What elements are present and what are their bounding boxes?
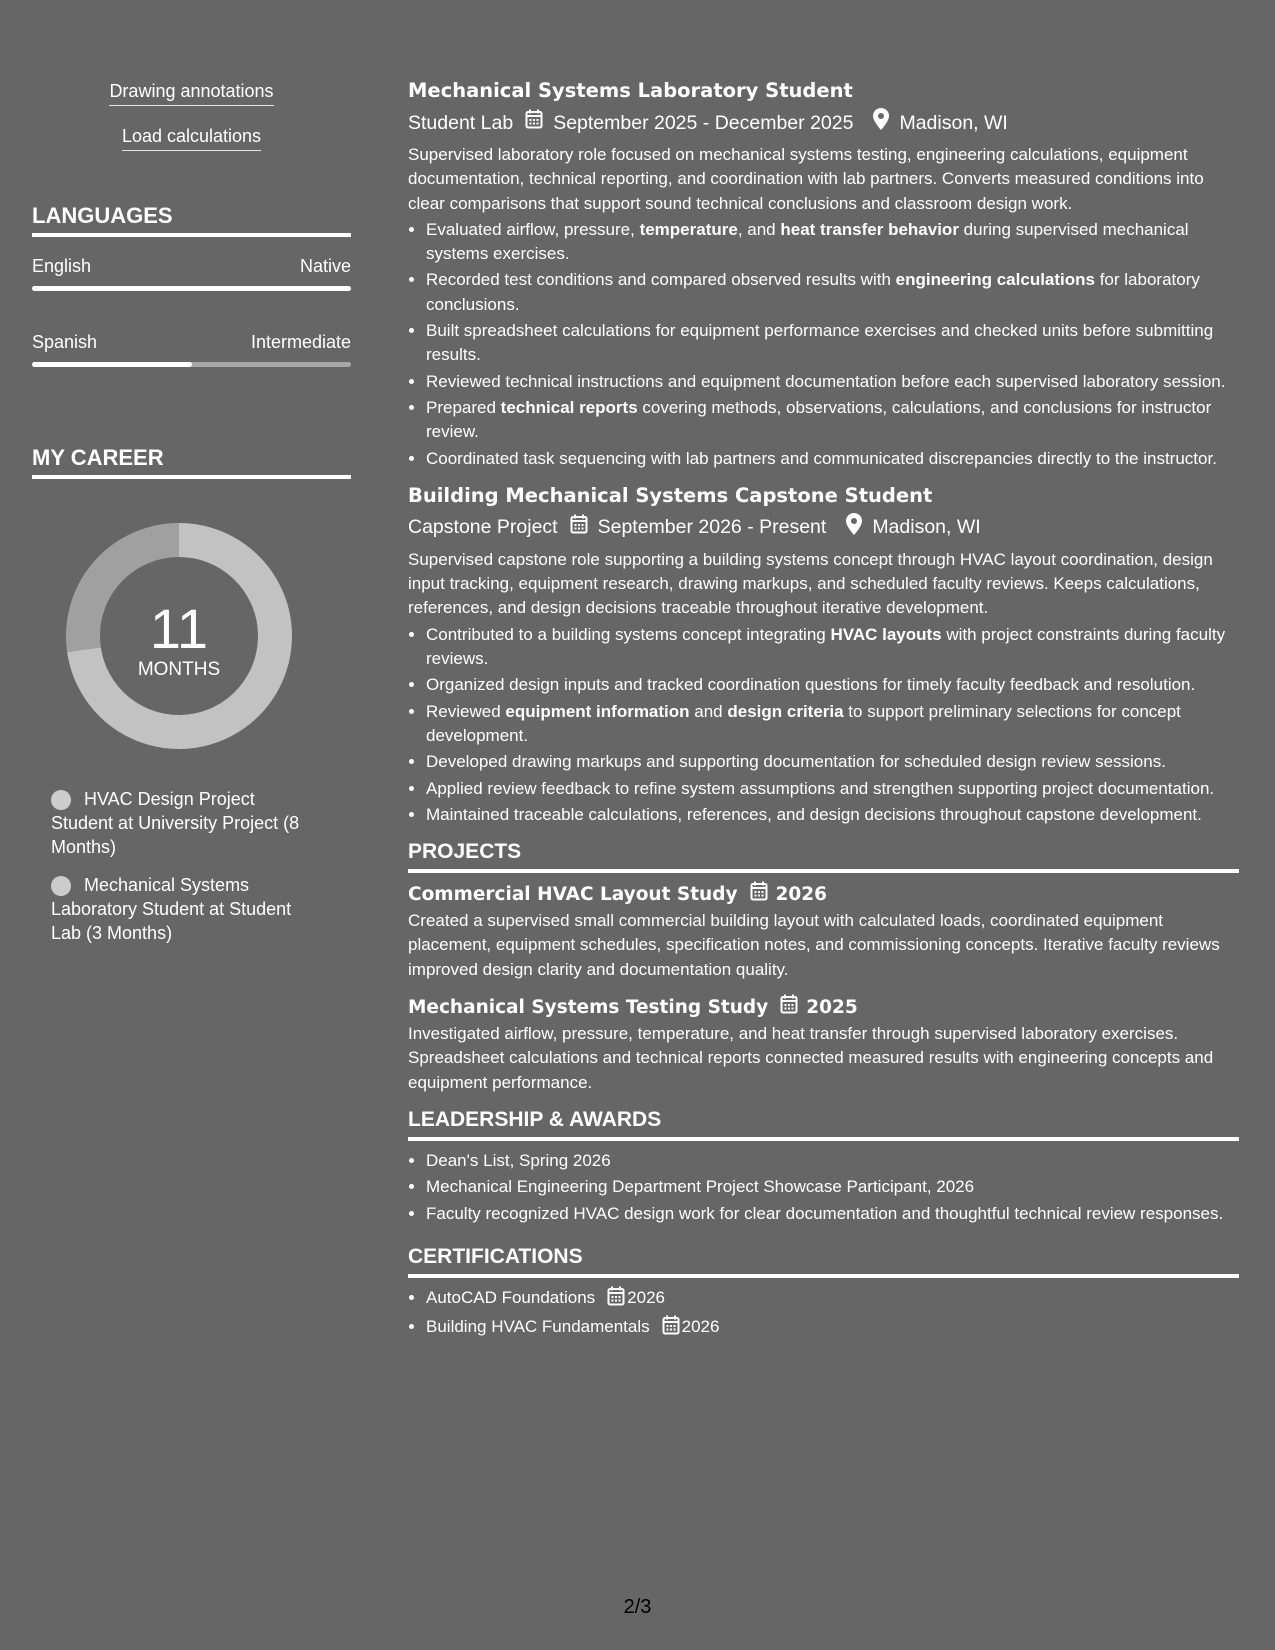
sidebar xyxy=(32,80,351,959)
page-number: 2/3 xyxy=(623,1596,652,1618)
language-name: English xyxy=(32,256,92,276)
job-bullet xyxy=(426,777,1239,801)
leadership-section xyxy=(408,1107,1239,1226)
map-pin-icon xyxy=(846,513,862,542)
legend-dot xyxy=(51,790,71,810)
languages-heading: LANGUAGES xyxy=(32,203,351,237)
language-level-fill xyxy=(32,286,351,291)
bullet-text: and xyxy=(689,701,728,721)
job-meta xyxy=(408,513,1239,542)
bullet-text: Applied review feedback to refine system assumptions and strengthen supporting project documentation. xyxy=(426,778,1215,798)
bullet-text: with project constraints during faculty reviews. xyxy=(426,624,1226,669)
certification-name: Building HVAC Fundamentals xyxy=(426,1317,650,1337)
project-year: 2026 xyxy=(775,884,828,906)
job-entry xyxy=(408,78,1239,471)
certification-year: 2026 xyxy=(681,1317,720,1337)
job-bullet xyxy=(426,700,1239,749)
bullet-keyword: engineering calculations xyxy=(895,270,1095,290)
projects-section xyxy=(408,839,1239,1095)
certifications-list xyxy=(408,1286,1239,1343)
bullet-text: Maintained traceable calculations, references, and design decisions throughout capstone development. xyxy=(426,804,1202,824)
job-bullet xyxy=(426,218,1239,267)
calendar-icon xyxy=(525,109,543,136)
certification-name: AutoCAD Foundations xyxy=(426,1287,596,1307)
job-bullet xyxy=(426,673,1239,697)
job-bullets xyxy=(408,218,1239,471)
bullet-text: covering methods, observations, calculations, and conclusions for instructor review. xyxy=(426,397,1212,442)
career-legend xyxy=(51,787,321,945)
calendar-icon xyxy=(780,994,798,1022)
award-item: • Faculty recognized HVAC design work for clear documentation and thoughtful technical review responses. xyxy=(426,1202,1239,1226)
job-bullet xyxy=(426,447,1239,471)
language-level: Intermediate xyxy=(250,332,351,352)
experience-section xyxy=(408,78,1239,827)
language-name: Spanish xyxy=(32,332,98,352)
bullet-text: Organized design inputs and tracked coordination questions for timely faculty feedback and resolution. xyxy=(426,675,1196,695)
skill-tag-label: Load calculations xyxy=(122,125,261,151)
job-title: Building Mechanical Systems Capstone Student xyxy=(408,483,933,507)
job-location: Madison, WI xyxy=(872,516,981,539)
language-level-bar xyxy=(32,286,351,291)
career-legend-label: HVAC Design Project Student at University Project (8 Months) xyxy=(51,789,300,857)
certification-item xyxy=(426,1286,1239,1313)
career-legend-item xyxy=(51,873,321,945)
bullet-text: Reviewed technical instructions and equipment documentation before each supervised laboratory session. xyxy=(426,371,1226,391)
job-org: Capstone Project xyxy=(408,516,558,539)
certifications-section xyxy=(408,1244,1239,1343)
job-bullet xyxy=(426,370,1239,394)
skills-list xyxy=(32,80,351,151)
certification-item xyxy=(426,1315,1239,1342)
projects-heading: PROJECTS xyxy=(408,839,1239,873)
project-description: Created a supervised small commercial building layout with calculated loads, coordinated equipment placement, equipment schedules, specification notes, and commissioning concepts. Iterative faculty reviews improved design clarity and documentation quality. xyxy=(408,911,1220,979)
main-content xyxy=(408,78,1239,1344)
language-level: Native xyxy=(299,256,351,276)
language-level-bar xyxy=(32,362,351,367)
job-summary: Supervised laboratory role focused on mechanical systems testing, engineering calculations, equipment documentation, technical reporting, and coordination with lab partners. Converts measured conditions into clear comparisons that support sound technical conclusions and classroom design work. xyxy=(408,145,1204,213)
bullet-keyword: heat transfer behavior xyxy=(780,219,959,239)
job-bullet xyxy=(426,803,1239,827)
legend-dot xyxy=(51,876,71,896)
bullet-text: Prepared xyxy=(426,397,501,417)
bullet-keyword: technical reports xyxy=(500,397,638,417)
calendar-icon xyxy=(570,514,588,541)
bullet-text: Coordinated task sequencing with lab partners and communicated discrepancies directly to the instructor. xyxy=(426,448,1217,468)
certification-year: 2026 xyxy=(627,1287,665,1307)
career-legend-label: Mechanical Systems Laboratory Student at Student Lab (3 Months) xyxy=(51,875,292,943)
bullet-text: , and xyxy=(737,219,781,239)
job-bullet xyxy=(426,396,1239,445)
bullet-keyword: temperature xyxy=(639,219,738,239)
bullet-text: to support preliminary selections for concept development. xyxy=(426,701,1181,745)
language-level-fill xyxy=(32,362,192,367)
project-header xyxy=(408,994,1239,1022)
job-bullet xyxy=(426,750,1239,774)
bullet-text: Built spreadsheet calculations for equipment performance exercises and checked units before submitting results. xyxy=(426,321,1214,365)
project-entry xyxy=(408,881,1239,982)
job-bullet xyxy=(426,319,1239,368)
project-title: Mechanical Systems Testing Study xyxy=(408,997,769,1019)
skill-tag xyxy=(32,80,351,106)
career-legend-item xyxy=(51,787,321,859)
job-org: Student Lab xyxy=(408,111,514,134)
bullet-keyword: HVAC layouts xyxy=(830,624,942,644)
calendar-icon xyxy=(607,1286,625,1313)
job-meta xyxy=(408,108,1239,137)
project-title: Commercial HVAC Layout Study xyxy=(408,884,738,906)
career-heading: MY CAREER xyxy=(32,445,351,479)
project-entry xyxy=(408,994,1239,1095)
bullet-text: for laboratory conclusions. xyxy=(426,270,1200,314)
bullet-text: Reviewed xyxy=(426,701,506,721)
job-dates: September 2026 - Present xyxy=(597,516,827,539)
job-bullets xyxy=(408,623,1239,827)
bullet-text: Evaluated airflow, pressure, xyxy=(426,219,640,239)
bullet-keyword: design criteria xyxy=(727,701,844,721)
award-item: • Dean's List, Spring 2026 xyxy=(426,1149,1239,1173)
map-pin-icon xyxy=(873,108,889,137)
project-year: 2025 xyxy=(806,997,858,1019)
job-bullet xyxy=(426,623,1239,672)
bullet-keyword: equipment information xyxy=(505,701,690,721)
language-item xyxy=(32,331,351,367)
job-entry xyxy=(408,483,1239,827)
bullet-text: Recorded test conditions and compared observed results with xyxy=(426,270,896,290)
calendar-icon xyxy=(662,1315,680,1342)
job-summary: Supervised capstone role supporting a building systems concept through HVAC layout coordination, design input tracking, equipment research, drawing markups, and scheduled faculty reviews. Keeps calculations, references, and design decisions traceable throughout iterative development. xyxy=(408,549,1213,618)
project-description: Investigated airflow, pressure, temperature, and heat transfer through supervised laboratory exercises. Spreadsheet calculations and technical reports connected measured results with engineering concepts and equipment performance. xyxy=(408,1024,1214,1092)
career-total-unit: MONTHS xyxy=(137,659,221,680)
job-location: Madison, WI xyxy=(899,111,1008,134)
award-item: • Mechanical Engineering Department Project Showcase Participant, 2026 xyxy=(426,1175,1239,1199)
skill-tag xyxy=(32,125,351,151)
bullet-text: during supervised mechanical systems exercises. xyxy=(426,219,1189,264)
leadership-list xyxy=(408,1149,1239,1226)
leadership-heading: LEADERSHIP & AWARDS xyxy=(408,1107,1239,1141)
language-item xyxy=(32,255,351,291)
bullet-text: Developed drawing markups and supporting documentation for scheduled design review sessions. xyxy=(426,752,1166,772)
bullet-text: Contributed to a building systems concept integrating xyxy=(426,624,831,644)
calendar-icon xyxy=(750,881,768,909)
certifications-heading: CERTIFICATIONS xyxy=(408,1244,1239,1278)
job-title: Mechanical Systems Laboratory Student xyxy=(408,79,853,102)
career-total-number: 11 xyxy=(149,597,209,660)
project-header xyxy=(408,881,1239,909)
skill-tag-label: Drawing annotations xyxy=(109,80,273,106)
job-dates: September 2025 - December 2025 xyxy=(553,111,854,134)
job-bullet xyxy=(426,268,1239,317)
career-donut-chart xyxy=(66,523,292,749)
